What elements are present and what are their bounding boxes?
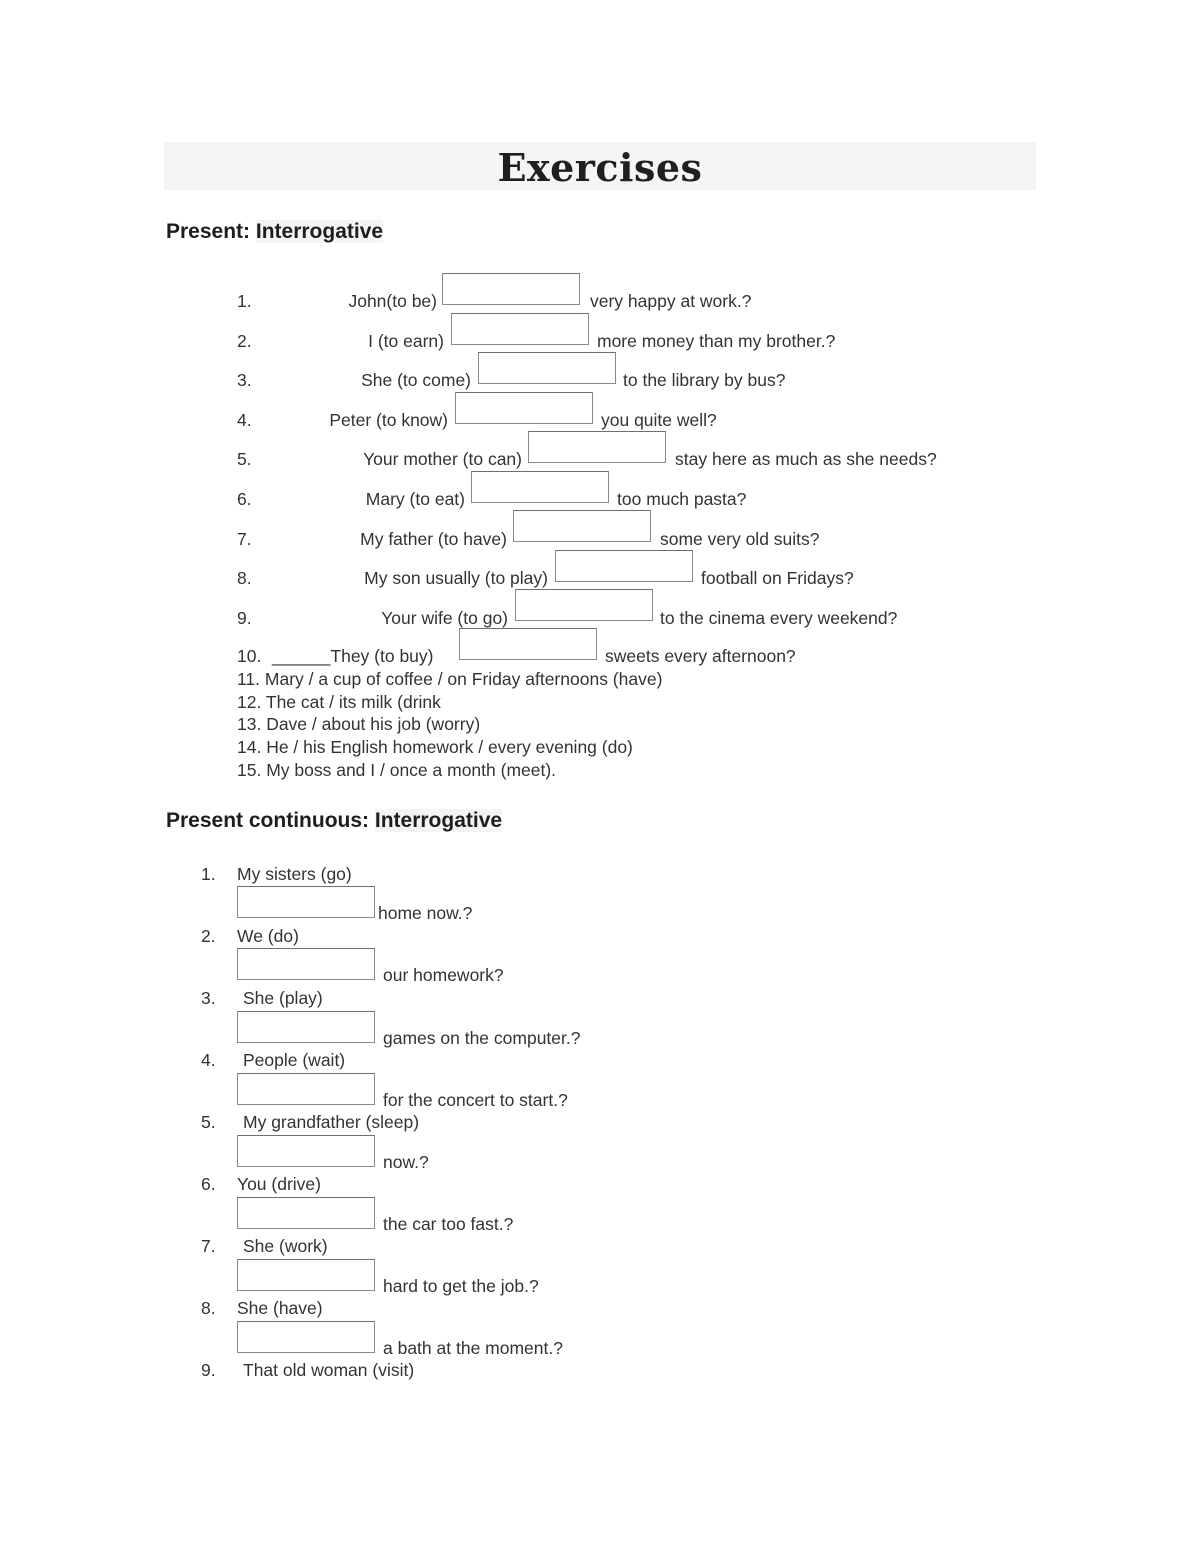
exercise-prompt: She (work)	[243, 1236, 328, 1256]
exercise-suffix: football on Fridays?	[701, 568, 854, 588]
page-title: Exercises	[497, 145, 703, 190]
exercise-line: 11. Mary / a cup of coffee / on Friday afternoons (have)	[237, 669, 663, 689]
section-heading-present-a: Present:	[166, 220, 256, 243]
section-heading-continuous	[166, 809, 502, 833]
exercise-prompt: Your mother (to can)	[363, 449, 522, 469]
exercise-prompt: She (to come)	[361, 370, 471, 390]
answer-input[interactable]	[237, 1259, 375, 1291]
exercise-number: 7.	[237, 529, 252, 549]
section-heading-continuous-a: Present continuous:	[166, 809, 375, 832]
exercise-prompt: My grandfather (sleep)	[243, 1112, 420, 1132]
exercise-prompt: John(to be)	[348, 291, 437, 311]
exercise-line: 12. The cat / its milk (drink	[237, 691, 441, 712]
exercise-suffix: stay here as much as she needs?	[675, 449, 937, 469]
exercise-suffix: to the cinema every weekend?	[660, 608, 898, 628]
exercise-line: 13. Dave / about his job (worry)	[237, 714, 481, 735]
answer-input[interactable]	[451, 313, 589, 345]
exercise-prompt: My father (to have)	[360, 529, 507, 549]
exercise-prompt: People (wait)	[243, 1050, 346, 1070]
exercise-prompt: We (do)	[237, 926, 299, 946]
exercise-number: 7.	[201, 1236, 216, 1256]
exercise-prompt: She (play)	[243, 988, 323, 1008]
exercise-line: 15. My boss and I / once a month (meet).	[237, 759, 557, 780]
answer-input[interactable]	[237, 1011, 375, 1043]
answer-input[interactable]	[459, 628, 597, 660]
exercise-prompt: That old woman (visit)	[243, 1360, 415, 1380]
exercise-suffix: to the library by bus?	[623, 370, 786, 390]
exercise-number: 9.	[237, 608, 252, 628]
exercise-suffix: more money than my brother.?	[597, 331, 836, 351]
answer-input[interactable]	[471, 471, 609, 503]
answer-input[interactable]	[442, 273, 580, 305]
exercise-suffix: very happy at work.?	[590, 291, 752, 311]
exercise-number: 3.	[201, 988, 216, 1008]
title-bar	[164, 142, 1036, 190]
exercise-number: 5.	[237, 449, 252, 469]
exercise-suffix: you quite well?	[601, 410, 717, 430]
exercise-suffix: hard to get the job.?	[383, 1276, 539, 1296]
exercise-prompt: I (to earn)	[368, 331, 444, 351]
exercise-suffix: for the concert to start.?	[383, 1090, 568, 1110]
answer-input[interactable]	[455, 392, 593, 424]
answer-input[interactable]	[555, 550, 693, 582]
section-heading-present-b: Interrogative	[255, 220, 384, 243]
exercise-prompt: You (drive)	[237, 1174, 321, 1194]
exercise-number: 1.	[237, 291, 252, 311]
exercise-prompt: Peter (to know)	[329, 410, 448, 430]
exercise-number: 4.	[201, 1050, 216, 1070]
answer-input[interactable]	[237, 948, 375, 980]
section-heading-continuous-b: Interrogative	[374, 809, 503, 832]
answer-input[interactable]	[513, 510, 651, 542]
answer-input[interactable]	[237, 886, 375, 918]
answer-input[interactable]	[478, 352, 616, 384]
exercise-number: 5.	[201, 1112, 216, 1132]
exercise-suffix: too much pasta?	[617, 489, 747, 509]
exercise-number: 1.	[201, 864, 216, 884]
exercise-number: 3.	[237, 370, 252, 390]
exercise-prompt: She (have)	[237, 1298, 323, 1318]
exercise-suffix: games on the computer.?	[383, 1028, 581, 1048]
answer-input[interactable]	[515, 589, 653, 621]
exercise-suffix: some very old suits?	[660, 529, 820, 549]
exercise-number: 4.	[237, 410, 252, 430]
exercise-number: 8.	[201, 1298, 216, 1318]
section-heading-present	[166, 220, 383, 244]
exercise-suffix: a bath at the moment.?	[383, 1338, 563, 1358]
exercise-number: 2.	[201, 926, 216, 946]
exercise-suffix: home now.?	[378, 903, 473, 923]
exercise-prompt: Your wife (to go)	[381, 608, 508, 628]
exercise-number: 9.	[201, 1360, 216, 1380]
exercise-number: 6.	[201, 1174, 216, 1194]
exercise-suffix: our homework?	[383, 965, 504, 985]
exercise-prompt: My sisters (go)	[237, 864, 352, 884]
answer-input[interactable]	[237, 1321, 375, 1353]
exercise-suffix: the car too fast.?	[383, 1214, 514, 1234]
exercise-number: 2.	[237, 331, 252, 351]
answer-input[interactable]	[237, 1135, 375, 1167]
exercise-prompt: Mary (to eat)	[365, 489, 465, 509]
answer-input[interactable]	[528, 431, 666, 463]
exercise-suffix: sweets every afternoon?	[605, 646, 796, 666]
answer-input[interactable]	[237, 1197, 375, 1229]
exercise-number: 6.	[237, 489, 252, 509]
exercise-prompt: My son usually (to play)	[364, 568, 548, 588]
answer-input[interactable]	[237, 1073, 375, 1105]
exercise-prompt: ______They (to buy)	[272, 646, 434, 666]
exercise-suffix: now.?	[383, 1152, 429, 1172]
exercise-line: 14. He / his English homework / every evening (do)	[237, 737, 633, 758]
exercise-number: 8.	[237, 568, 252, 588]
exercise-number: 10.	[237, 646, 262, 666]
